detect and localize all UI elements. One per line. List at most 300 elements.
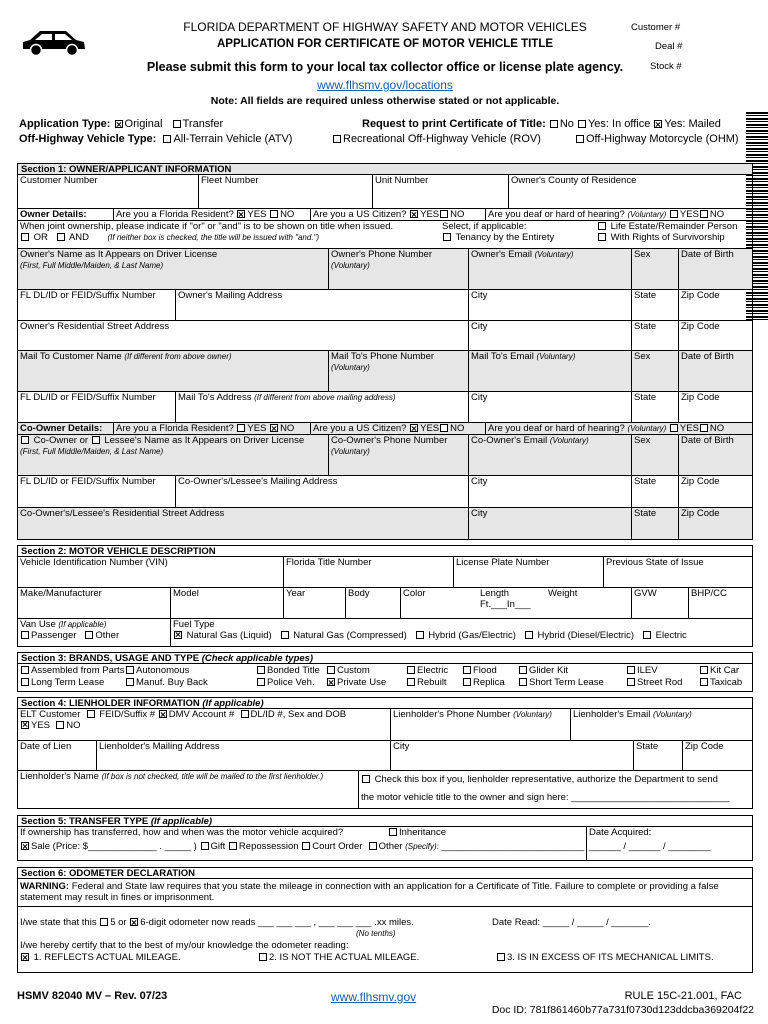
co-fl-resident-no[interactable] [270,424,278,432]
owner-details-label: Owner Details: [20,209,87,220]
lh-email-field[interactable] [570,709,754,740]
survivorship-checkbox[interactable] [598,233,606,241]
yes-label: YES [247,423,267,434]
dmv-label: DMV Account # [168,709,235,720]
section-5-transfer [17,815,753,861]
car-logo-icon [20,26,88,58]
authorize-text: Check this box if you, lienholder representative, authorize the Department to send [374,774,718,785]
length-ft-in: Ft.___In___ [480,598,531,610]
original-label: Original [124,118,163,130]
authorize-checkbox[interactable] [362,775,370,783]
voluntary-hint: (Voluntary) [331,362,370,372]
brand-option[interactable] [462,665,497,676]
no-label: NO [450,209,465,220]
lh-name-hint: (If box is not checked, title will be mailed to the first lienholder.) [101,772,324,781]
van-other-checkbox[interactable] [85,631,93,639]
yes-label: YES [679,209,699,220]
coowner-checkbox[interactable] [21,436,29,444]
fl-resident-label: Are you a Florida Resident? [116,209,234,220]
section-1-owner [17,163,753,540]
section-2-title: Section 2: MOTOR VEHICLE DESCRIPTION [18,546,752,557]
coowner-name-field[interactable] [18,435,328,475]
coowner-residential-field[interactable]: Co-Owner's/Lessee's Residential Street Address [20,508,225,519]
excess-label: 3. IS IN EXCESS OF ITS MECHANICAL LIMITS. [507,952,714,963]
brand-label: Bonded Title [267,665,320,676]
coowner-city-field[interactable]: City [468,476,631,507]
brand-option[interactable] [20,665,124,676]
hybrid-diesel-checkbox[interactable] [525,631,533,639]
mail-to-phone-label: Mail To's Phone Number [331,351,435,362]
mail-to-dob-field[interactable]: Date of Birth [678,351,754,391]
voluntary-hint: (Voluntary) [549,436,589,445]
coowner-mailing-field[interactable]: Co-Owner's/Lessee's Mailing Address [175,476,468,507]
deaf-no[interactable] [700,210,708,218]
brand-label: Private Use [337,677,387,688]
co-us-citizen-yes[interactable] [410,424,418,432]
brand-option[interactable] [125,677,208,688]
brand-option[interactable] [699,677,742,688]
application-type-row [19,118,223,130]
coowner-state-field[interactable]: State [631,476,678,507]
brand-option[interactable] [518,677,604,688]
brand-label: Taxicab [710,677,743,688]
actual-mileage-checkbox[interactable] [21,953,29,961]
warning-label: WARNING: [20,881,70,892]
owner-email-label: Owner's Email [471,249,532,260]
deaf-yes[interactable] [670,210,678,218]
sale-checkbox[interactable] [21,842,29,850]
model-field[interactable]: Model [170,588,283,618]
yes-label: YES [31,719,51,731]
plate-field[interactable]: License Plate Number [453,557,603,587]
customer-no-label: Customer # [631,22,681,33]
mail-to-city-field[interactable]: City [468,392,631,422]
owner-name-field[interactable] [18,249,328,289]
ng-comp-label: Natural Gas (Compressed) [293,629,407,641]
dl-id-checkbox[interactable] [241,710,249,718]
owner-dl-field[interactable]: FL DL/ID or FEID/Suffix Number [20,290,156,301]
fuel-type-field[interactable] [170,619,754,646]
print-no-checkbox[interactable] [550,120,558,128]
specify-line: ___________________________ [441,841,585,852]
mail-to-name-field[interactable] [18,351,328,391]
voluntary-hint: (Voluntary) [331,260,370,270]
or-checkbox[interactable] [21,233,29,241]
brand-checkbox[interactable] [257,666,265,674]
elt-label: ELT Customer [20,709,81,720]
section-5-title: Section 5: TRANSFER TYPE [21,816,149,827]
odometer-state-label: I/we state that this [20,917,97,928]
ohm-checkbox[interactable] [576,135,584,143]
required-note: Note: All fields are required unless otherwise stated or not applicable. [210,95,560,107]
joint-ownership-text: When joint ownership, please indicate if "or" or "and" is to be shown on title when issued. [20,221,394,232]
rov-checkbox[interactable] [333,135,341,143]
mail-to-name-label: Mail To Customer Name [20,351,122,362]
voluntary-hint: (Voluntary) [331,446,370,456]
if-applicable-hint: (If applicable) [58,620,107,629]
brand-label: Autonomous [136,665,190,676]
mail-to-zip-field[interactable]: Zip Code [678,392,754,422]
atv-checkbox[interactable] [163,135,171,143]
print-in-office-label: Yes: In office [587,118,651,130]
hybrid-gas-checkbox[interactable] [416,631,424,639]
mail-to-sex-field[interactable]: Sex [631,351,678,391]
excess-checkbox[interactable] [497,953,505,961]
brand-checkbox[interactable] [519,666,527,674]
brand-option[interactable] [326,665,370,676]
tenancy-label: Tenancy by the Entirety [455,231,555,243]
electric-checkbox[interactable] [643,631,651,639]
transfer-checkbox[interactable] [173,120,181,128]
owner-res-zip-field[interactable]: Zip Code [678,321,754,350]
gift-checkbox[interactable] [201,842,209,850]
us-citizen-yes[interactable] [410,210,418,218]
application-type-label: Application Type: [19,118,111,130]
repossession-checkbox[interactable] [229,842,237,850]
section-6-odometer [17,867,753,973]
brand-option[interactable] [626,665,658,676]
brand-option[interactable] [326,677,386,688]
yes-label: YES [679,423,699,434]
bhp-field[interactable]: BHP/CC [688,588,754,618]
brand-checkbox[interactable] [126,678,134,686]
co-deaf-no[interactable] [700,424,708,432]
court-order-checkbox[interactable] [302,842,310,850]
fleet-number-field[interactable]: Fleet Number [198,175,372,208]
inheritance-checkbox[interactable] [389,828,397,836]
dmv-checkbox[interactable] [159,710,167,718]
brand-option[interactable] [256,677,315,688]
print-no-label: No [559,118,574,130]
six-digit-checkbox[interactable] [130,918,138,926]
brand-label: ILEV [637,665,658,676]
transfer-other-label: Other [378,841,403,852]
body-field[interactable]: Body [345,588,400,618]
warning-box [18,879,752,907]
repossession-label: Repossession [238,841,299,852]
owner-mailing-field[interactable]: Owner's Mailing Address [175,290,468,320]
lh-mailing-field[interactable]: Lienholder's Mailing Address [96,741,390,770]
section-1-title: Section 1: OWNER/APPLICANT INFORMATION [18,164,752,175]
lh-state-field[interactable]: State [633,741,682,770]
original-checkbox[interactable] [115,120,123,128]
brand-option[interactable] [626,677,682,688]
coowner-sex-field[interactable]: Sex [631,435,678,475]
voluntary-hint: (Voluntary) [536,352,576,361]
mail-to-email-field[interactable] [468,351,631,391]
owner-res-state-field[interactable]: State [631,321,678,350]
brand-option[interactable] [462,677,505,688]
section-3-title: Section 3: BRANDS, USAGE AND TYPE [21,653,200,664]
owner-zip-field[interactable]: Zip Code [678,290,754,320]
print-request-label: Request to print Certificate of Title: [362,118,546,130]
color-field[interactable]: Color [400,588,478,618]
brand-option[interactable] [699,665,739,676]
brand-checkbox[interactable] [257,678,265,686]
van-use-field[interactable] [18,619,170,646]
voluntary-hint: (Voluntary) [534,250,574,259]
mail-to-email-label: Mail To's Email [471,351,534,362]
coowner-zip-field[interactable]: Zip Code [678,476,754,507]
inheritance-label: Inheritance [399,827,447,838]
deaf-label: Are you deaf or hard of hearing? [488,423,625,434]
elt-yes-checkbox[interactable] [21,721,29,729]
brand-option[interactable] [406,665,448,676]
footer-link[interactable]: www.flhsmv.gov [331,990,417,1004]
brand-option[interactable] [20,677,104,688]
lessee-label: Lessee's Name as It Appears on Driver License [104,435,305,446]
no-label: NO [450,423,465,434]
vin-field[interactable]: Vehicle Identification Number (VIN) [20,557,168,568]
print-mailed-label: Yes: Mailed [664,118,721,130]
name-hint: (First, Full Middle/Maiden, & Last Name) [20,260,164,270]
coowner-email-field[interactable] [468,435,631,475]
date-acquired-field[interactable] [586,827,754,860]
mail-to-address-hint: (If different from above mailing address) [254,393,396,402]
year-field[interactable]: Year [283,588,345,618]
tenancy-checkbox[interactable] [443,233,451,241]
brand-label: Flood [473,665,497,676]
form-number: HSMV 82040 MV – Rev. 07/23 [17,990,168,1002]
transfer-other-checkbox[interactable] [369,842,377,850]
brand-label: Long Term Lease [31,677,105,688]
dl-id-label: DL/ID #, Sex and DOB [250,709,347,720]
brand-checkbox[interactable] [327,666,335,674]
us-citizen-no[interactable] [440,210,448,218]
yes-label: YES [420,209,440,220]
mail-to-dl-field[interactable]: FL DL/ID or FEID/Suffix Number [20,392,156,403]
brand-checkbox[interactable] [627,678,635,686]
warning-text: Federal and State law requires that you state the mileage in connection with an application for a Certificate of Title. Failure to complete or providing a false statement may result in fines or imprisonment. [20,881,719,903]
atv-label: All-Terrain Vehicle (ATV) [173,133,293,145]
ohm-label: Off-Highway Motorcycle (OHM) [586,133,739,145]
owner-phone-field[interactable] [328,249,468,289]
owner-name-label: Owner's Name as It Appears on Driver License [20,249,218,260]
not-actual-label: 2. IS NOT THE ACTUAL MILEAGE. [269,952,420,963]
no-label: NO [280,209,295,220]
brand-label: Replica [473,677,505,688]
brand-option[interactable] [256,665,320,676]
county-field[interactable]: Owner's County of Residence [508,175,754,208]
mail-to-state-field[interactable]: State [631,392,678,422]
lessee-checkbox[interactable] [92,436,100,444]
coowner-phone-label: Co-Owner's Phone Number [331,435,448,446]
form-title: APPLICATION FOR CERTIFICATE OF MOTOR VEHICLE TITLE [216,38,554,50]
owner-residential-field[interactable]: Owner's Residential Street Address [20,321,170,332]
not-actual-checkbox[interactable] [259,953,267,961]
name-hint: (First, Full Middle/Maiden, & Last Name) [20,446,164,456]
brand-option[interactable] [518,665,568,676]
voluntary-hint: (Voluntary) [627,210,667,219]
specify-label: (Specify): [405,842,439,851]
van-other-label: Other [95,629,120,641]
five-digit-label: 5 or [110,917,127,928]
brand-checkbox[interactable] [700,666,708,674]
coowner-dl-field[interactable]: FL DL/ID or FEID/Suffix Number [20,476,156,487]
hybrid-diesel-label: Hybrid (Diesel/Electric) [537,629,635,641]
unit-number-field[interactable]: Unit Number [372,175,508,208]
brand-label: Street Rod [637,677,683,688]
length-label: Length [480,588,510,599]
brand-checkbox[interactable] [407,678,415,686]
brand-label: Rebuilt [417,677,447,688]
authorization-field[interactable] [358,771,754,808]
feid-checkbox[interactable] [87,710,95,718]
court-order-label: Court Order [312,841,363,852]
coowner-res-state-field[interactable]: State [631,508,678,539]
ng-liquid-checkbox[interactable] [174,631,182,639]
sale-label: Sale (Price: $_____________ . _____ ) [31,841,197,852]
and-checkbox[interactable] [57,233,65,241]
section-3-brands [17,652,753,692]
date-acquired-label: Date Acquired: [589,827,652,838]
brand-option[interactable] [406,677,447,688]
coowner-res-zip-field[interactable]: Zip Code [678,508,754,539]
fl-resident-label: Are you a Florida Resident? [116,423,234,434]
brand-label: Police Veh. [267,677,315,688]
brand-label: Assembled from Parts [31,665,125,676]
fl-resident-no[interactable] [270,210,278,218]
owner-state-field[interactable]: State [631,290,678,320]
brand-checkbox[interactable] [21,666,29,674]
voluntary-hint: (Voluntary) [627,424,667,433]
coowner-phone-field[interactable] [328,435,468,475]
brand-option[interactable] [125,665,189,676]
co-deaf-yes[interactable] [670,424,678,432]
brand-checkbox[interactable] [327,678,335,686]
and-label: AND [68,231,89,243]
or-label: OR [33,231,48,243]
transfer-label: Transfer [182,118,224,130]
certify-text: I/we hereby certify that to the best of my/our knowledge the odometer reading: [20,940,349,951]
elt-field[interactable] [18,709,390,740]
mail-to-address-field[interactable] [175,392,468,422]
no-label: NO [280,423,295,434]
joint-hint: (If neither box is checked, the title will be issued with "and.") [107,232,320,242]
brand-label: Manuf. Buy Back [136,677,208,688]
select-label: Select, if applicable: [442,221,527,232]
ohv-row [19,133,749,145]
coowner-res-city-field[interactable]: City [468,508,631,539]
passenger-checkbox[interactable] [21,631,29,639]
lh-city-field[interactable]: City [390,741,633,770]
rov-label: Recreational Off-Highway Vehicle (ROV) [343,133,541,145]
owner-res-city-field[interactable]: City [468,321,631,350]
deaf-label: Are you deaf or hard of hearing? [488,209,625,220]
weight-field[interactable]: Weight [548,588,578,599]
brand-label: Electric [417,665,449,676]
brand-label: Glider Kit [529,665,569,676]
lh-phone-field[interactable] [390,709,570,740]
yes-label: YES [247,209,267,220]
brand-label: Short Term Lease [529,677,604,688]
gift-label: Gift [210,841,226,852]
mail-to-address-label: Mail To's Address [178,392,252,403]
odometer-reading-line: 6-digit odometer now reads ___ ___ ___ , ___ ___ ___ .xx miles. [140,917,414,928]
brand-checkbox[interactable] [519,678,527,686]
life-estate-checkbox[interactable] [598,222,606,230]
co-fl-resident-yes[interactable] [237,424,245,432]
locations-link[interactable]: www.flhsmv.gov/locations [317,78,453,92]
elt-no-checkbox[interactable] [56,721,64,729]
brand-checkbox[interactable] [407,666,415,674]
mail-to-phone-field[interactable] [328,351,468,391]
section-5-hint: (If applicable) [150,816,213,827]
brand-label: Kit Car [710,665,740,676]
prev-state-field[interactable]: Previous State of Issue [603,557,754,587]
lh-name-field[interactable] [18,771,358,808]
co-us-citizen-no[interactable] [440,424,448,432]
survivorship-label: With Rights of Survivorship [610,231,725,243]
owner-phone-label: Owner's Phone Number [331,249,433,260]
yes-label: YES [420,423,440,434]
coowner-email-label: Co-Owner's Email [471,435,548,446]
submit-instruction: Please submit this form to your local tax collector office or license plate agency. [146,60,624,74]
transfer-question: If ownership has transferred, how and when was the motor vehicle acquired? [20,827,344,838]
brand-checkbox[interactable] [700,678,708,686]
lh-zip-field[interactable]: Zip Code [682,741,754,770]
passenger-label: Passenger [31,629,77,641]
five-digit-checkbox[interactable] [100,918,108,926]
section-4-hint: (If applicable) [202,698,264,709]
brand-checkbox[interactable] [21,678,29,686]
ng-liquid-label: Natural Gas (Liquid) [186,629,272,641]
make-field[interactable]: Make/Manufacturer [20,588,102,599]
fl-title-field[interactable]: Florida Title Number [283,557,453,587]
doc-id: Doc ID: 781f861460b77a731f0730d123ddcba369204f22 [491,1004,754,1016]
transfer-type-field[interactable] [18,827,586,860]
print-in-office-checkbox[interactable] [578,120,586,128]
coowner-dob-field[interactable]: Date of Birth [678,435,754,475]
fuel-type-label: Fuel Type [173,619,215,630]
lh-name-label: Lienholder's Name [20,771,99,782]
owner-dob-field[interactable]: Date of Birth [678,249,754,289]
lh-phone-label: Lienholder's Phone Number [393,709,511,720]
lh-email-label: Lienholder's Email [573,709,651,720]
gvw-field[interactable]: GVW [631,588,688,618]
print-request-row [362,118,721,130]
voluntary-hint: (Voluntary) [513,710,552,719]
brand-checkbox[interactable] [627,666,635,674]
stock-no-label: Stock # [650,61,682,72]
print-mailed-checkbox[interactable] [654,120,662,128]
date-of-lien-field[interactable]: Date of Lien [20,741,72,752]
life-estate-label: Life Estate/Remainder Person [610,221,738,232]
feid-label: FEID/Suffix # [99,709,156,720]
no-label: NO [66,719,81,731]
dept-name: FLORIDA DEPARTMENT OF HIGHWAY SAFETY AND MOTOR VEHICLES [183,20,587,34]
deal-no-label: Deal # [655,41,683,52]
coowner-details-label: Co-Owner Details: [20,423,103,434]
length-field[interactable] [478,588,546,618]
no-label: NO [709,209,725,220]
us-citizen-label: Are you a US Citizen? [313,423,407,434]
fl-resident-yes[interactable] [237,210,245,218]
ohv-label: Off-Highway Vehicle Type: [19,133,157,145]
owner-sex-field[interactable]: Sex [631,249,678,289]
brand-checkbox[interactable] [463,678,471,686]
owner-email-field[interactable] [468,249,631,289]
brand-checkbox[interactable] [126,666,134,674]
no-tenths-hint: (No tenths) [356,929,396,938]
van-use-label: Van Use [20,619,56,630]
ng-comp-checkbox[interactable] [281,631,289,639]
owner-city-field[interactable]: City [468,290,631,320]
mail-to-hint: (If different from above owner) [124,352,232,361]
brand-checkbox[interactable] [463,666,471,674]
customer-number-field[interactable]: Customer Number [20,175,98,186]
date-read-field[interactable]: Date Read: _____ / _____ / _______. [492,917,651,928]
